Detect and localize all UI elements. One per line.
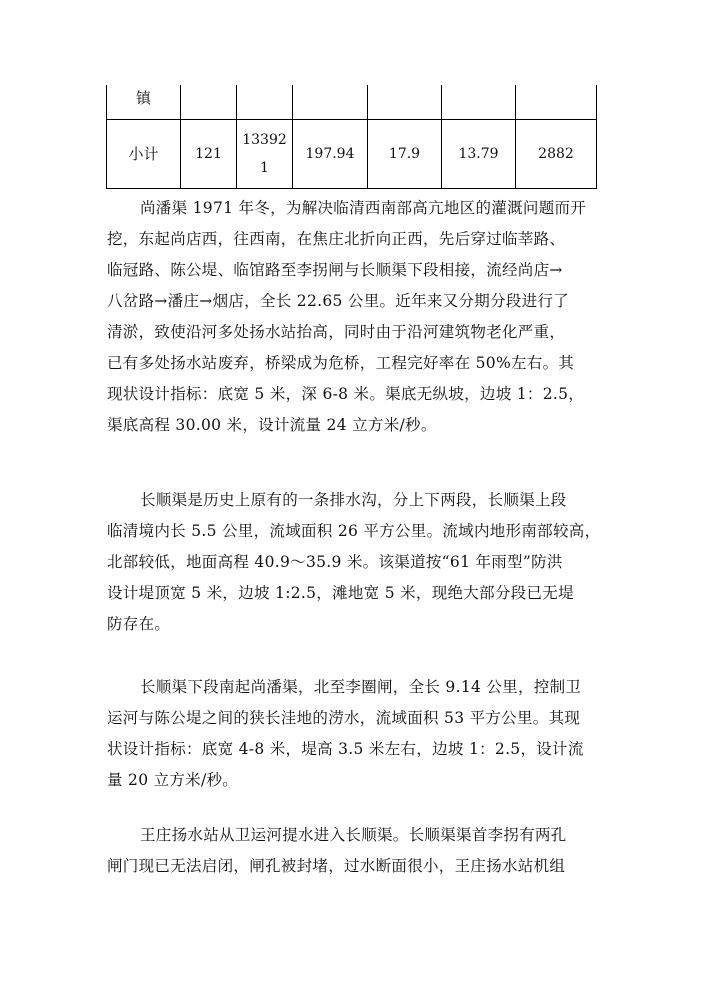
table-cell: 17.9: [368, 120, 442, 189]
table-cell: [368, 85, 442, 120]
table-cell: [237, 120, 293, 189]
table-cell: [181, 85, 237, 120]
text-line: 临冠路、陈公堤、临馆路至李拐闸与长顺渠下段相接，流经尚店→: [107, 261, 563, 279]
text-line: 设计堤顶宽 5 米，边坡 1:2.5，滩地宽 5 米，现绝大部分段已无堤: [107, 584, 574, 602]
table-cell-label: 镇: [107, 85, 181, 120]
table-row: [107, 85, 597, 120]
table-cell: [237, 85, 293, 120]
text-line: 已有多处扬水站废弃，桥梁成为危桥，工程完好率在 50%左右。其: [107, 354, 575, 372]
table-cell: 197.94: [293, 120, 368, 189]
cell-line: 1: [260, 160, 269, 176]
cell-line: 13392: [242, 132, 287, 148]
paragraph-shangpan-canal: [107, 193, 607, 441]
table-cell: 121: [181, 120, 237, 189]
text-line: 挖，东起尚店西，往西南，在焦庄北折向正西，先后穿过临莘路、: [107, 230, 566, 248]
text-line: 长顺渠下段南起尚潘渠，北至李圈闸，全长 9.14 公里，控制卫: [140, 678, 582, 696]
text-line: 八岔路→潘庄→烟店，全长 22.65 公里。近年来又分期分段进行了: [107, 292, 570, 310]
text-line: 量 20 立方米/秒。: [107, 771, 239, 789]
table-cell: [516, 85, 597, 120]
table-cell: [293, 85, 368, 120]
table-cell: [442, 85, 516, 120]
text-line: 渠底高程 30.00 米，设计流量 24 立方米/秒。: [107, 416, 437, 434]
paragraph-changshun-lower: [107, 672, 607, 796]
table-row: [107, 120, 597, 189]
paragraph-changshun-upper: [107, 485, 607, 640]
text-line: 长顺渠是历史上原有的一条排水沟，分上下两段，长顺渠上段: [140, 491, 567, 509]
table-cell: 2882: [516, 120, 597, 189]
text-line: 清淤，致使沿河多处扬水站抬高，同时由于沿河建筑物老化严重，: [107, 323, 566, 341]
text-line: 北部较低，地面高程 40.9～35.9 米。该渠道按“61 年雨型”防洪: [107, 553, 563, 571]
statistics-table: [106, 85, 597, 189]
text-line: 临清境内长 5.5 公里，流域面积 26 平方公里。流域内地形南部较高，: [107, 522, 601, 540]
text-line: 现状设计指标：底宽 5 米，深 6-8 米。渠底无纵坡，边坡 1：2.5，: [107, 385, 585, 403]
text-line: 运河与陈公堤之间的狭长洼地的涝水，流域面积 53 平方公里。其现: [107, 709, 581, 727]
text-line: 状设计指标：底宽 4-8 米，堤高 3.5 米左右，边坡 1：2.5，设计流: [107, 740, 584, 758]
table-cell-label: 小计: [107, 120, 181, 189]
text-line: 尚潘渠 1971 年冬，为解决临清西南部高亢地区的灌溉问题而开: [140, 199, 587, 217]
paragraph-wangzhuang-pump: [107, 820, 607, 882]
text-line: 防存在。: [107, 615, 171, 633]
text-line: 闸门现已无法启闭，闸孔被封堵，过水断面很小，王庄扬水站机组: [107, 857, 566, 875]
text-line: 王庄扬水站从卫运河提水进入长顺渠。长顺渠渠首李拐有两孔: [140, 826, 567, 844]
table-cell: 13.79: [442, 120, 516, 189]
